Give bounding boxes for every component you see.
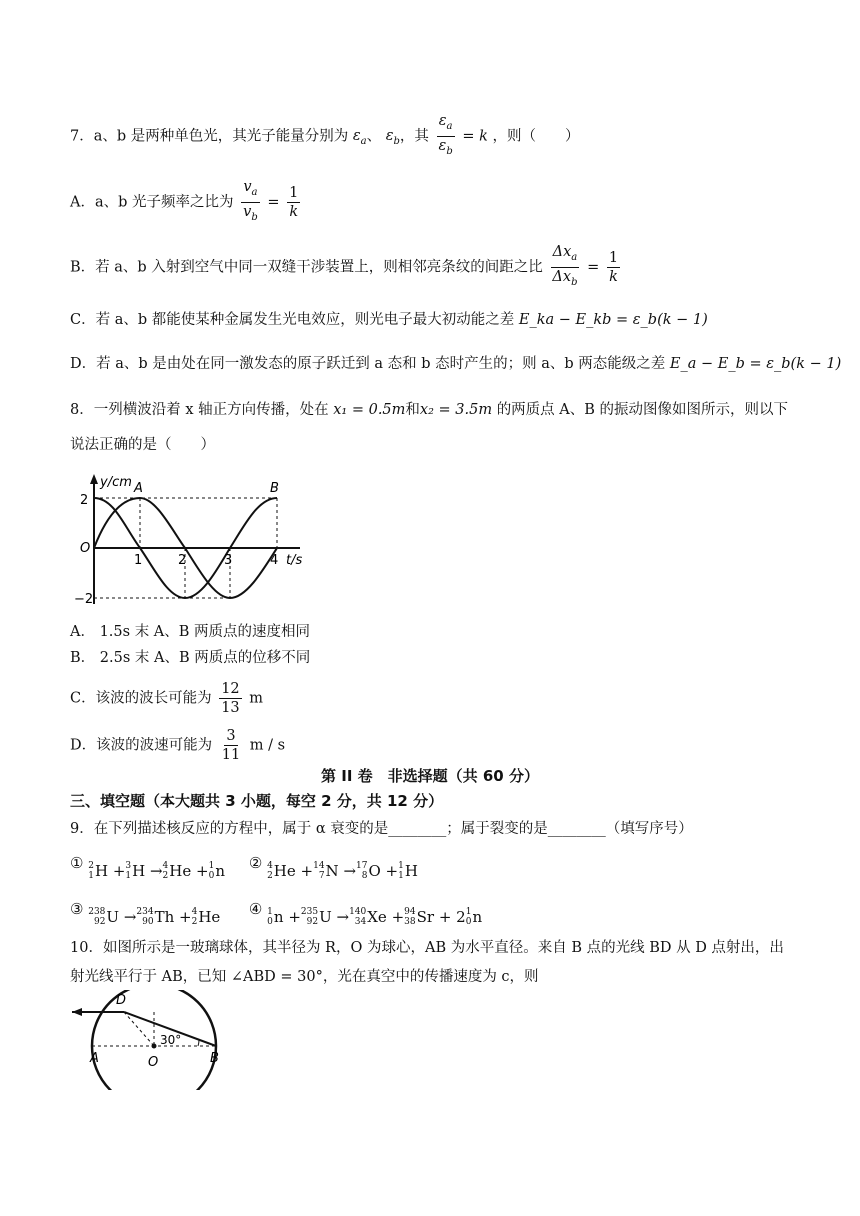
label-angle: 30°: [160, 1033, 182, 1047]
dx-ratio: $\frac{\Delta x_a}{\Delta x_b}$: [552, 244, 578, 288]
label-A: A: [134, 481, 143, 496]
q7-c-formula: E_ka − E_kb = ε_b(k − 1): [518, 312, 708, 328]
reaction-2: 4 2 He + 14 7 N → 17 8 O + 1 1 H: [267, 861, 418, 881]
tick-1: 1: [134, 553, 143, 568]
eq-k: = k: [462, 128, 488, 145]
q7-a-text: A．a、b 光子频率之比为: [70, 194, 234, 211]
q8-stem-line1: [70, 399, 788, 421]
q7-option-a: [70, 178, 303, 227]
label-A: A: [90, 1051, 99, 1066]
eq: =: [587, 259, 600, 276]
y-bottom-label: −2: [74, 592, 94, 607]
section-title: 第 II 卷 非选择题（共 60 分）: [321, 767, 539, 785]
center-dot: [152, 1044, 157, 1049]
eps-b: $\varepsilon_b$: [385, 128, 400, 148]
q8-option-d: [70, 727, 285, 764]
q8-d-text: D．该波的波速可能为: [70, 737, 213, 754]
unit-m: m: [249, 690, 264, 707]
exit-arrow: [72, 1008, 82, 1016]
and: 和: [405, 402, 420, 418]
q7-option-d: [70, 353, 841, 375]
freq-ratio: $\frac{v_a}{v_b}$: [243, 179, 258, 223]
q8-stem-a: 8．一列横波沿着 x 轴正方向传播，处在: [70, 402, 329, 418]
ylabel: y/cm: [100, 475, 132, 490]
q7-d-formula: E_a − E_b = ε_b(k − 1): [669, 356, 842, 372]
mark-3: ③: [70, 900, 84, 918]
q8-option-c: [70, 680, 263, 717]
mark-4: ④: [248, 900, 263, 918]
mark-1: ①: [70, 854, 84, 872]
eps-a: $\varepsilon_a$: [352, 128, 367, 148]
q8-c-text: C．该波的波长可能为: [70, 690, 212, 707]
mark-2: ②: [248, 854, 263, 872]
reaction-1: 2 1 H + 3 1 H → 4 2 He + 1 0 n: [88, 861, 225, 881]
label-B: B: [270, 481, 279, 496]
unit-ms: m / s: [249, 737, 286, 754]
q7-b-text: B．若 a、b 入射到空气中同一双缝干涉装置上，则相邻亮条纹的间距之比: [70, 259, 543, 276]
tlabel: t/s: [286, 553, 302, 568]
glass-sphere-figure: [70, 990, 230, 1090]
q7-stem: [70, 112, 579, 161]
angle-arc: [198, 1040, 199, 1046]
tick-2: 2: [178, 553, 187, 568]
q7-stem-b: ，其: [399, 128, 429, 145]
q7-d-text: D．若 a、b 是由处在同一激发态的原子跃迁到 a 态和 b 态时产生的；则 a、b 两态能级之差: [70, 356, 666, 372]
x2: x₂ = 3.5m: [419, 402, 493, 418]
section-heading: 三、填空题（本大题共 3 小题，每空 2 分，共 12 分）: [70, 792, 444, 810]
q8-stem-line2: 说法正确的是（ ）: [70, 437, 215, 453]
reaction-3: 238 92 U → 234 90 Th + 4 2 He: [88, 907, 221, 927]
label-B: B: [210, 1051, 219, 1066]
q7-stem-text: 7．a、b 是两种单色光，其光子能量分别为: [70, 128, 349, 145]
eps-ratio: $\frac{\varepsilon_a}{\varepsilon_b}$: [438, 113, 453, 157]
q9-stem: 9．在下列描述核反应的方程中，属于 α 衰变的是________；属于裂变的是________（填写序号）: [70, 821, 693, 837]
q10-line2: 射光线平行于 AB，已知 ∠ABD = 30°，光在真空中的传播速度为 c，则: [70, 969, 539, 985]
q10-line1: 10．如图所示是一玻璃球体，其半径为 R，O 为球心，AB 为水平直径。来自 B 点的光线 BD 从 D 点射出，出: [70, 940, 784, 956]
q8-option-a: A． 1.5s 末 A、B 两质点的速度相同: [70, 624, 311, 640]
q7-option-c: [70, 309, 708, 331]
q8-stem-b: 的两质点 A、B 的振动图像如图所示，则以下: [496, 402, 789, 418]
tick-4: 4: [270, 553, 279, 568]
origin-label: O: [80, 541, 91, 556]
wavelength-frac: $\frac{12}{13}$: [221, 681, 240, 716]
x1: x₁ = 0.5m: [333, 402, 406, 418]
one-over-k: $\frac{1}{k}$: [608, 249, 619, 285]
q7-option-b: [70, 243, 623, 292]
tick-3: 3: [224, 553, 233, 568]
y-arrow: [90, 474, 98, 484]
vibration-graph: [72, 472, 302, 612]
label-O: O: [148, 1055, 159, 1070]
eq: =: [267, 194, 280, 211]
y-top-label: 2: [80, 493, 89, 508]
q8-option-b: B． 2.5s 末 A、B 两质点的位移不同: [70, 650, 311, 666]
reaction-4: 1 0 n + 235 92 U → 140 34 Xe + 94 38 Sr + 2 1 0 n: [267, 907, 483, 927]
one-over-k: $\frac{1}{k}$: [289, 184, 299, 220]
reactions-12: [70, 852, 418, 882]
speed-frac: $\frac{3}{11}$: [221, 728, 241, 763]
reactions-34: [70, 898, 482, 928]
q7-c-text: C．若 a、b 都能使某种金属发生光电效应，则光电子最大初动能之差: [70, 312, 515, 328]
sep: 、: [366, 128, 382, 145]
q7-stem-c: ，则（ ）: [492, 128, 580, 145]
label-D: D: [116, 993, 127, 1008]
